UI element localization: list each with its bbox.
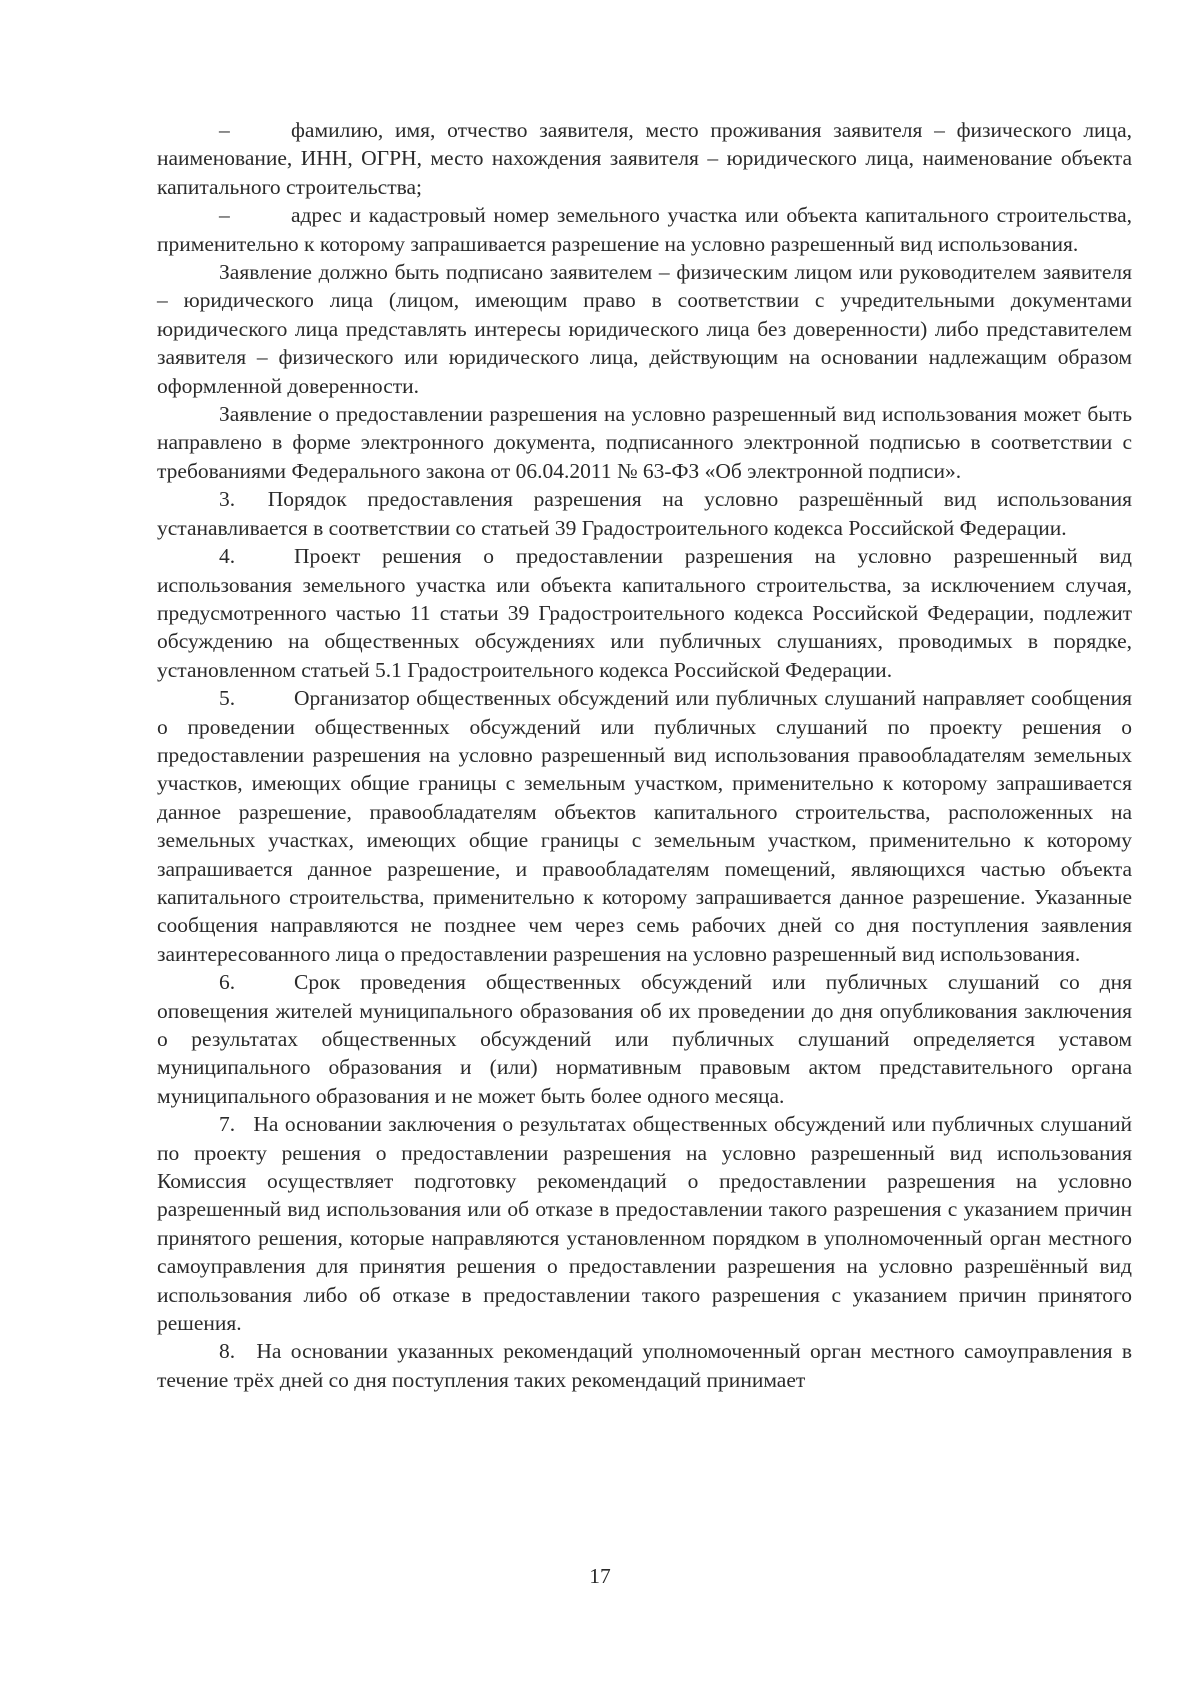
- page-number: 17: [589, 1564, 611, 1588]
- list-dash: –: [219, 203, 230, 228]
- document-body: [157, 116, 1132, 1394]
- clause-3: [157, 485, 1132, 542]
- clause-number: 6.: [219, 970, 236, 995]
- clause-number: 3.: [219, 487, 236, 512]
- paragraph-text: Заявление должно быть подписано заявителем – физическим лицом или руководителем заявителя – юридического лица (лицом, имеющим право в соответствии с учредительными документами юридического лица представлять интересы юридического лица без доверенности) либо представителем заявителя – физического или юридического лица, действующим на основании надлежащим образом оформленной доверенности.: [157, 260, 1132, 398]
- clause-5: [157, 684, 1132, 968]
- clause-number: 5.: [219, 686, 236, 711]
- paragraph-text: фамилию, имя, отчество заявителя, место проживания заявителя – физического лица, наименование, ИНН, ОГРН, место нахождения заявителя – юридического лица, наименование объекта капитального строительства;: [157, 118, 1132, 199]
- paragraph-electronic-submission: [157, 400, 1132, 485]
- paragraph-cadastral-number: [157, 201, 1132, 258]
- paragraph-signature-requirements: [157, 258, 1132, 400]
- paragraph-text: адрес и кадастровый номер земельного участка или объекта капитального строительства, применительно к которому запрашивается разрешение на условно разрешенный вид использования.: [157, 203, 1132, 256]
- paragraph-text: Порядок предоставления разрешения на условно разрешённый вид использования устанавливается в соответствии со статьей 39 Градостроительного кодекса Российской Федерации.: [157, 487, 1133, 540]
- paragraph-text: На основании заключения о результатах общественных обсуждений или публичных слушаний по проекту решения о предоставлении разрешения на условно разрешенный вид использования Комиссия осуществляет подготовку рекомендаций о предоставлении разрешения на условно разрешенный вид использования или об отказе в предоставлении такого разрешения с указанием причин принятого решения, которые направляются установленном порядком в уполномоченный орган местного самоуправления для принятия решения о предоставлении разрешения на условно разрешённый вид использования либо об отказе в предоставлении такого разрешения с указанием причин принятого решения.: [157, 1112, 1132, 1336]
- paragraph-text: Проект решения о предоставлении разрешения на условно разрешенный вид использования земельного участка или объекта капитального строительства, за исключением случая, предусмотренного частью 11 статьи 39 Градостроительного кодекса Российской Федерации, подлежит обсуждению на общественных обсуждениях или публичных слушаниях, проводимых в порядке, установленном статьей 5.1 Градостроительного кодекса Российской Федерации.: [157, 544, 1132, 682]
- clause-7: [157, 1110, 1132, 1337]
- clause-number: 4.: [219, 544, 236, 569]
- paragraph-text: Заявление о предоставлении разрешения на условно разрешенный вид использования может быть направлено в форме электронного документа, подписанного электронной подписью в соответствии с требованиями Федерального закона от 06.04.2011 № 63-ФЗ «Об электронной подписи».: [157, 402, 1132, 483]
- clause-number: 7.: [219, 1112, 236, 1137]
- paragraph-text: Организатор общественных обсуждений или публичных слушаний направляет сообщения о проведении общественных обсуждений или публичных слушаний по проекту решения о предоставлении разрешения на условно разрешенный вид использования правообладателям земельных участков, имеющих общие границы с земельным участком, применительно к которому запрашивается данное разрешение, правообладателям объектов капитального строительства, расположенных на земельных участках, имеющих общие границы с земельным участком, применительно к которому запрашивается данное разрешение, и правообладателям помещений, являющихся частью объекта капитального строительства, применительно к которому запрашивается данное разрешение. Указанные сообщения направляются не позднее чем через семь рабочих дней со дня поступления заявления заинтересованного лица о предоставлении разрешения на условно разрешенный вид использования.: [157, 686, 1132, 966]
- clause-number: 8.: [219, 1339, 236, 1364]
- paragraph-text: Срок проведения общественных обсуждений или публичных слушаний со дня оповещения жителей муниципального образования об их проведении до дня опубликования заключения о результатах общественных обсуждений или публичных слушаний определяется уставом муниципального образования и (или) нормативным правовым актом представительного органа муниципального образования и не может быть более одного месяца.: [157, 970, 1132, 1108]
- paragraph-text: На основании указанных рекомендаций уполномоченный орган местного самоуправления в течение трёх дней со дня поступления таких рекомендаций принимает: [157, 1339, 1133, 1392]
- paragraph-applicant-name: [157, 116, 1132, 201]
- clause-6: [157, 968, 1132, 1110]
- clause-4: [157, 542, 1132, 684]
- list-dash: –: [219, 118, 230, 142]
- clause-8: [157, 1337, 1132, 1394]
